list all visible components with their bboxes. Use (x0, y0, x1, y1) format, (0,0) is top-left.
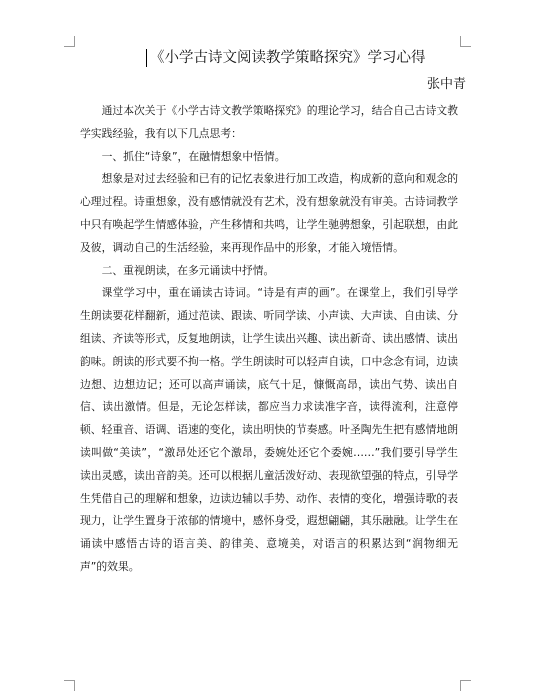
crop-mark-top-right (460, 36, 471, 47)
paragraph-section-1[interactable]: 想象是对过去经验和已有的记忆表象进行加工改造，构成新的意向和观念的心理过程。诗重想象，没有感情就没有艺术，没有想象就没有审美。古诗词教学中只有唤起学生情感体验，产生移情和共鸣，让学生驰骋想象，引起联想，由此及彼，调动自己的生活经验，来再现作品中的形象，才能入境悟情。 (80, 172, 458, 254)
paragraph-intro[interactable]: 通过本次关于《小学古诗文教学策略探究》的理论学习，结合自己古诗文教学实践经验，我有以下几点思考： (80, 104, 458, 140)
paragraph-section-2[interactable]: 课堂学习中，重在诵读古诗词。“诗是有声的画”。在课堂上，我们引导学生朗读要花样翻新，通过范读、跟读、听同学读、小声读、大声读、自由读、分组读、齐读等形式，反复地朗读，让学生读出兴趣、读出新奇、读出感情、读出韵味。朗读的形式要不拘一格。学生朗读时可以轻声自读，口中念念有词，边读边想、边想边记；还可以高声诵读，底气十足，慷慨高昂，读出气势、读出自信、读出激情。但是，无论怎样读，都应当力求读准字音，读得流利，注意停顿、轻重音、语调、语速的变化，读出明快的节奏感。叶圣陶先生把有感情地朗读叫做“美读”，“激昂处还它个激昂，委婉处还它个委婉……”我们要引导学生读出灵感，读出音韵美。还可以根据儿童活泼好动、表现欲望强的特点，引导学生凭借自己的理解和想象，边读边辅以手势、动作、表情的变化，增强诗歌的表现力，让学生置身于浓郁的情境中，感怀身受，遐想翩翩，其乐融融。让学生在诵读中感悟古诗的语言美、韵律美、意境美，对语言的积累达到“润物细无声”的效果。 (80, 286, 458, 573)
crop-mark-bottom-right (460, 680, 471, 691)
crop-mark-bottom-left (64, 680, 75, 691)
section-heading-2[interactable]: 二、重视朗读，在多元诵读中抒情。 (101, 263, 275, 277)
text-cursor (146, 49, 147, 67)
document-author[interactable]: 张中青 (426, 77, 466, 92)
section-heading-1[interactable]: 一、抓住“诗象”，在融情想象中悟情。 (101, 149, 286, 163)
document-title[interactable]: 《小学古诗文阅读教学策略探究》学习心得 (150, 50, 426, 66)
crop-mark-top-left (64, 36, 75, 47)
document-body[interactable] (80, 100, 458, 579)
